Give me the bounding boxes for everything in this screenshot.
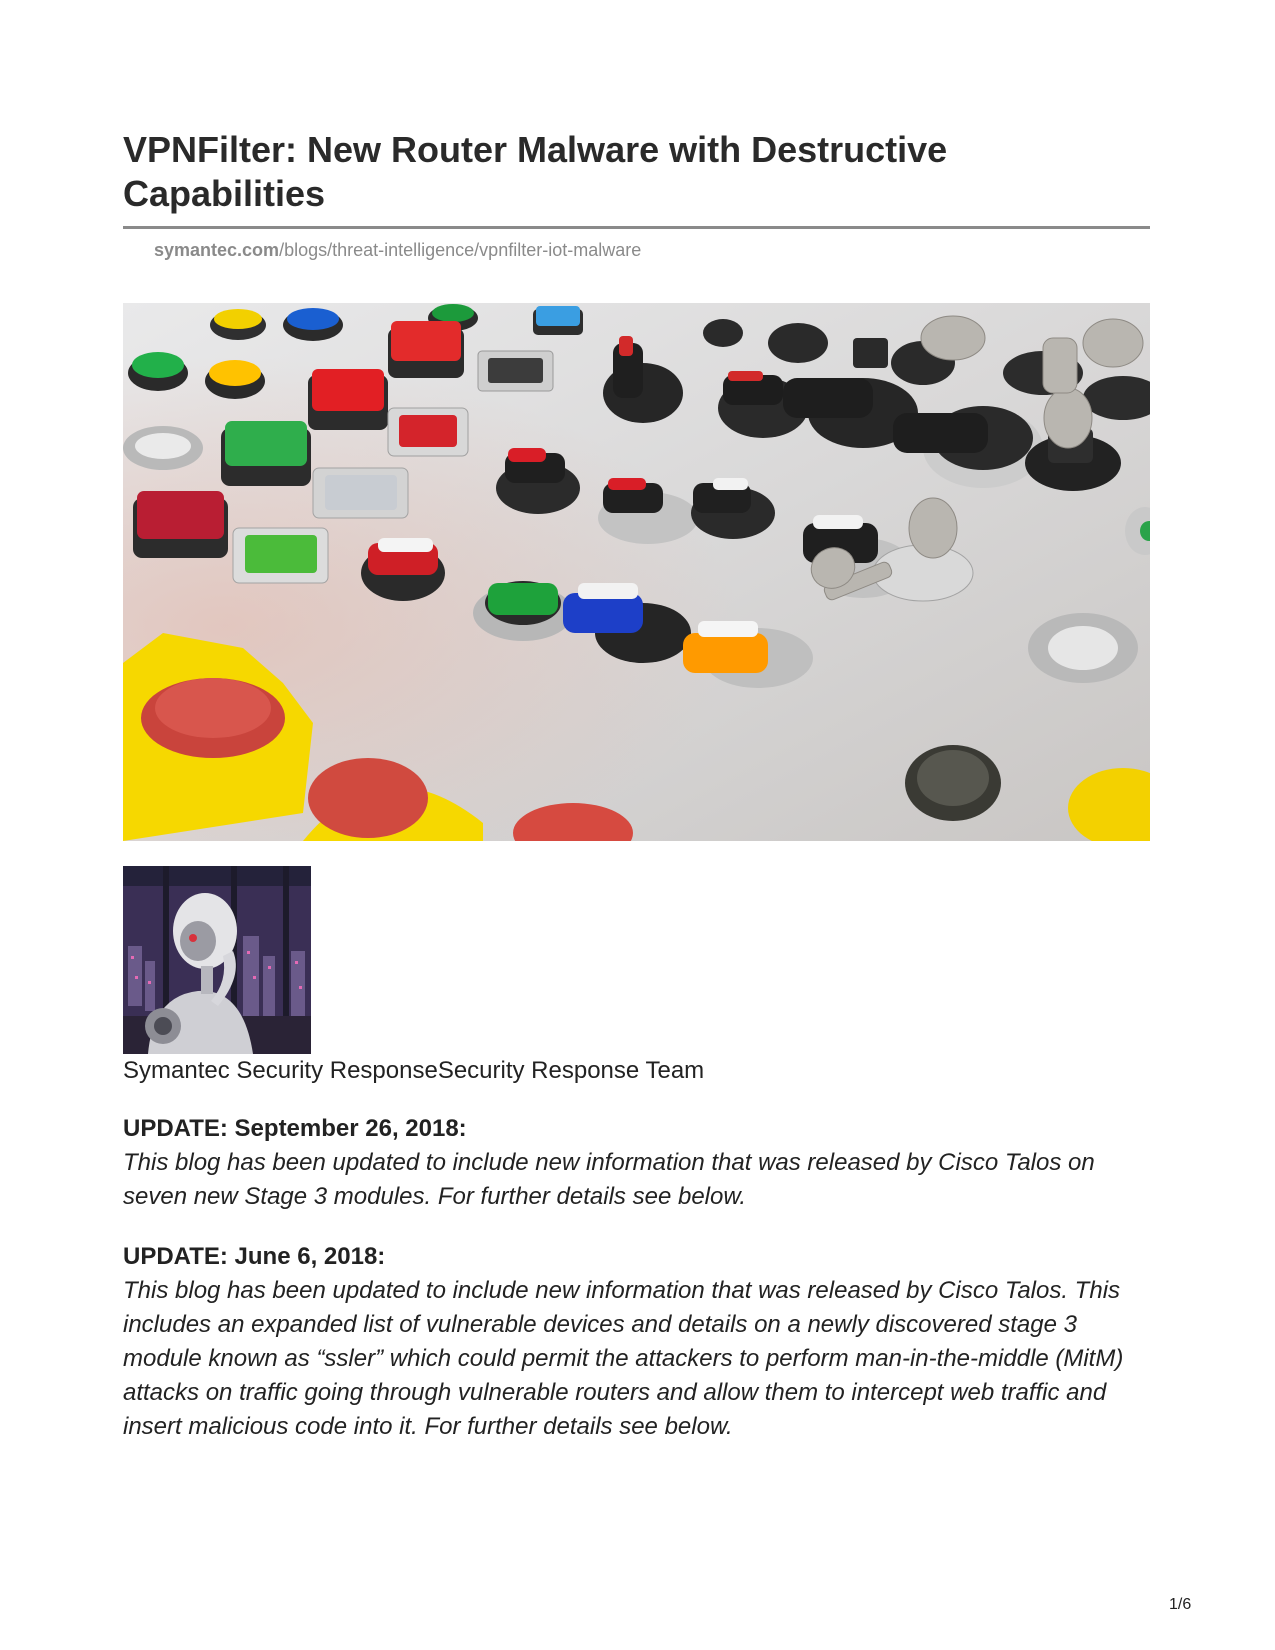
hero-image [123,303,1150,841]
article-title: VPNFilter: New Router Malware with Destructive Capabilities [123,129,948,214]
update-body-1: This blog has been updated to include new information that was released by Cisco Talos on seven new Stage 3 modules. For further details see below. [123,1149,1095,1210]
author-name: Symantec Security ResponseSecurity Response Team [123,1057,705,1084]
author-avatar [123,866,311,1054]
source-url[interactable] [154,240,641,261]
update-body-2: This blog has been updated to include new information that was released by Cisco Talos. This includes an expanded list of vulnerable devices and details on a newly discovered stage 3 module known as “ssler” which could permit the attackers to perform man-in-the-middle (MitM) attacks on traffic going through vulnerable routers and allow them to intercept web traffic and insert malicious code into it. For further details see below. [123,1277,1124,1440]
title-divider [123,226,1150,229]
update-heading-2: UPDATE: June 6, 2018: [123,1243,386,1270]
page-number: 1/6 [1169,1596,1192,1613]
source-domain: symantec.com [154,240,280,260]
update-heading-1: UPDATE: September 26, 2018: [123,1115,467,1142]
source-path: /blogs/threat-intelligence/vpnfilter-iot-malware [279,240,642,260]
